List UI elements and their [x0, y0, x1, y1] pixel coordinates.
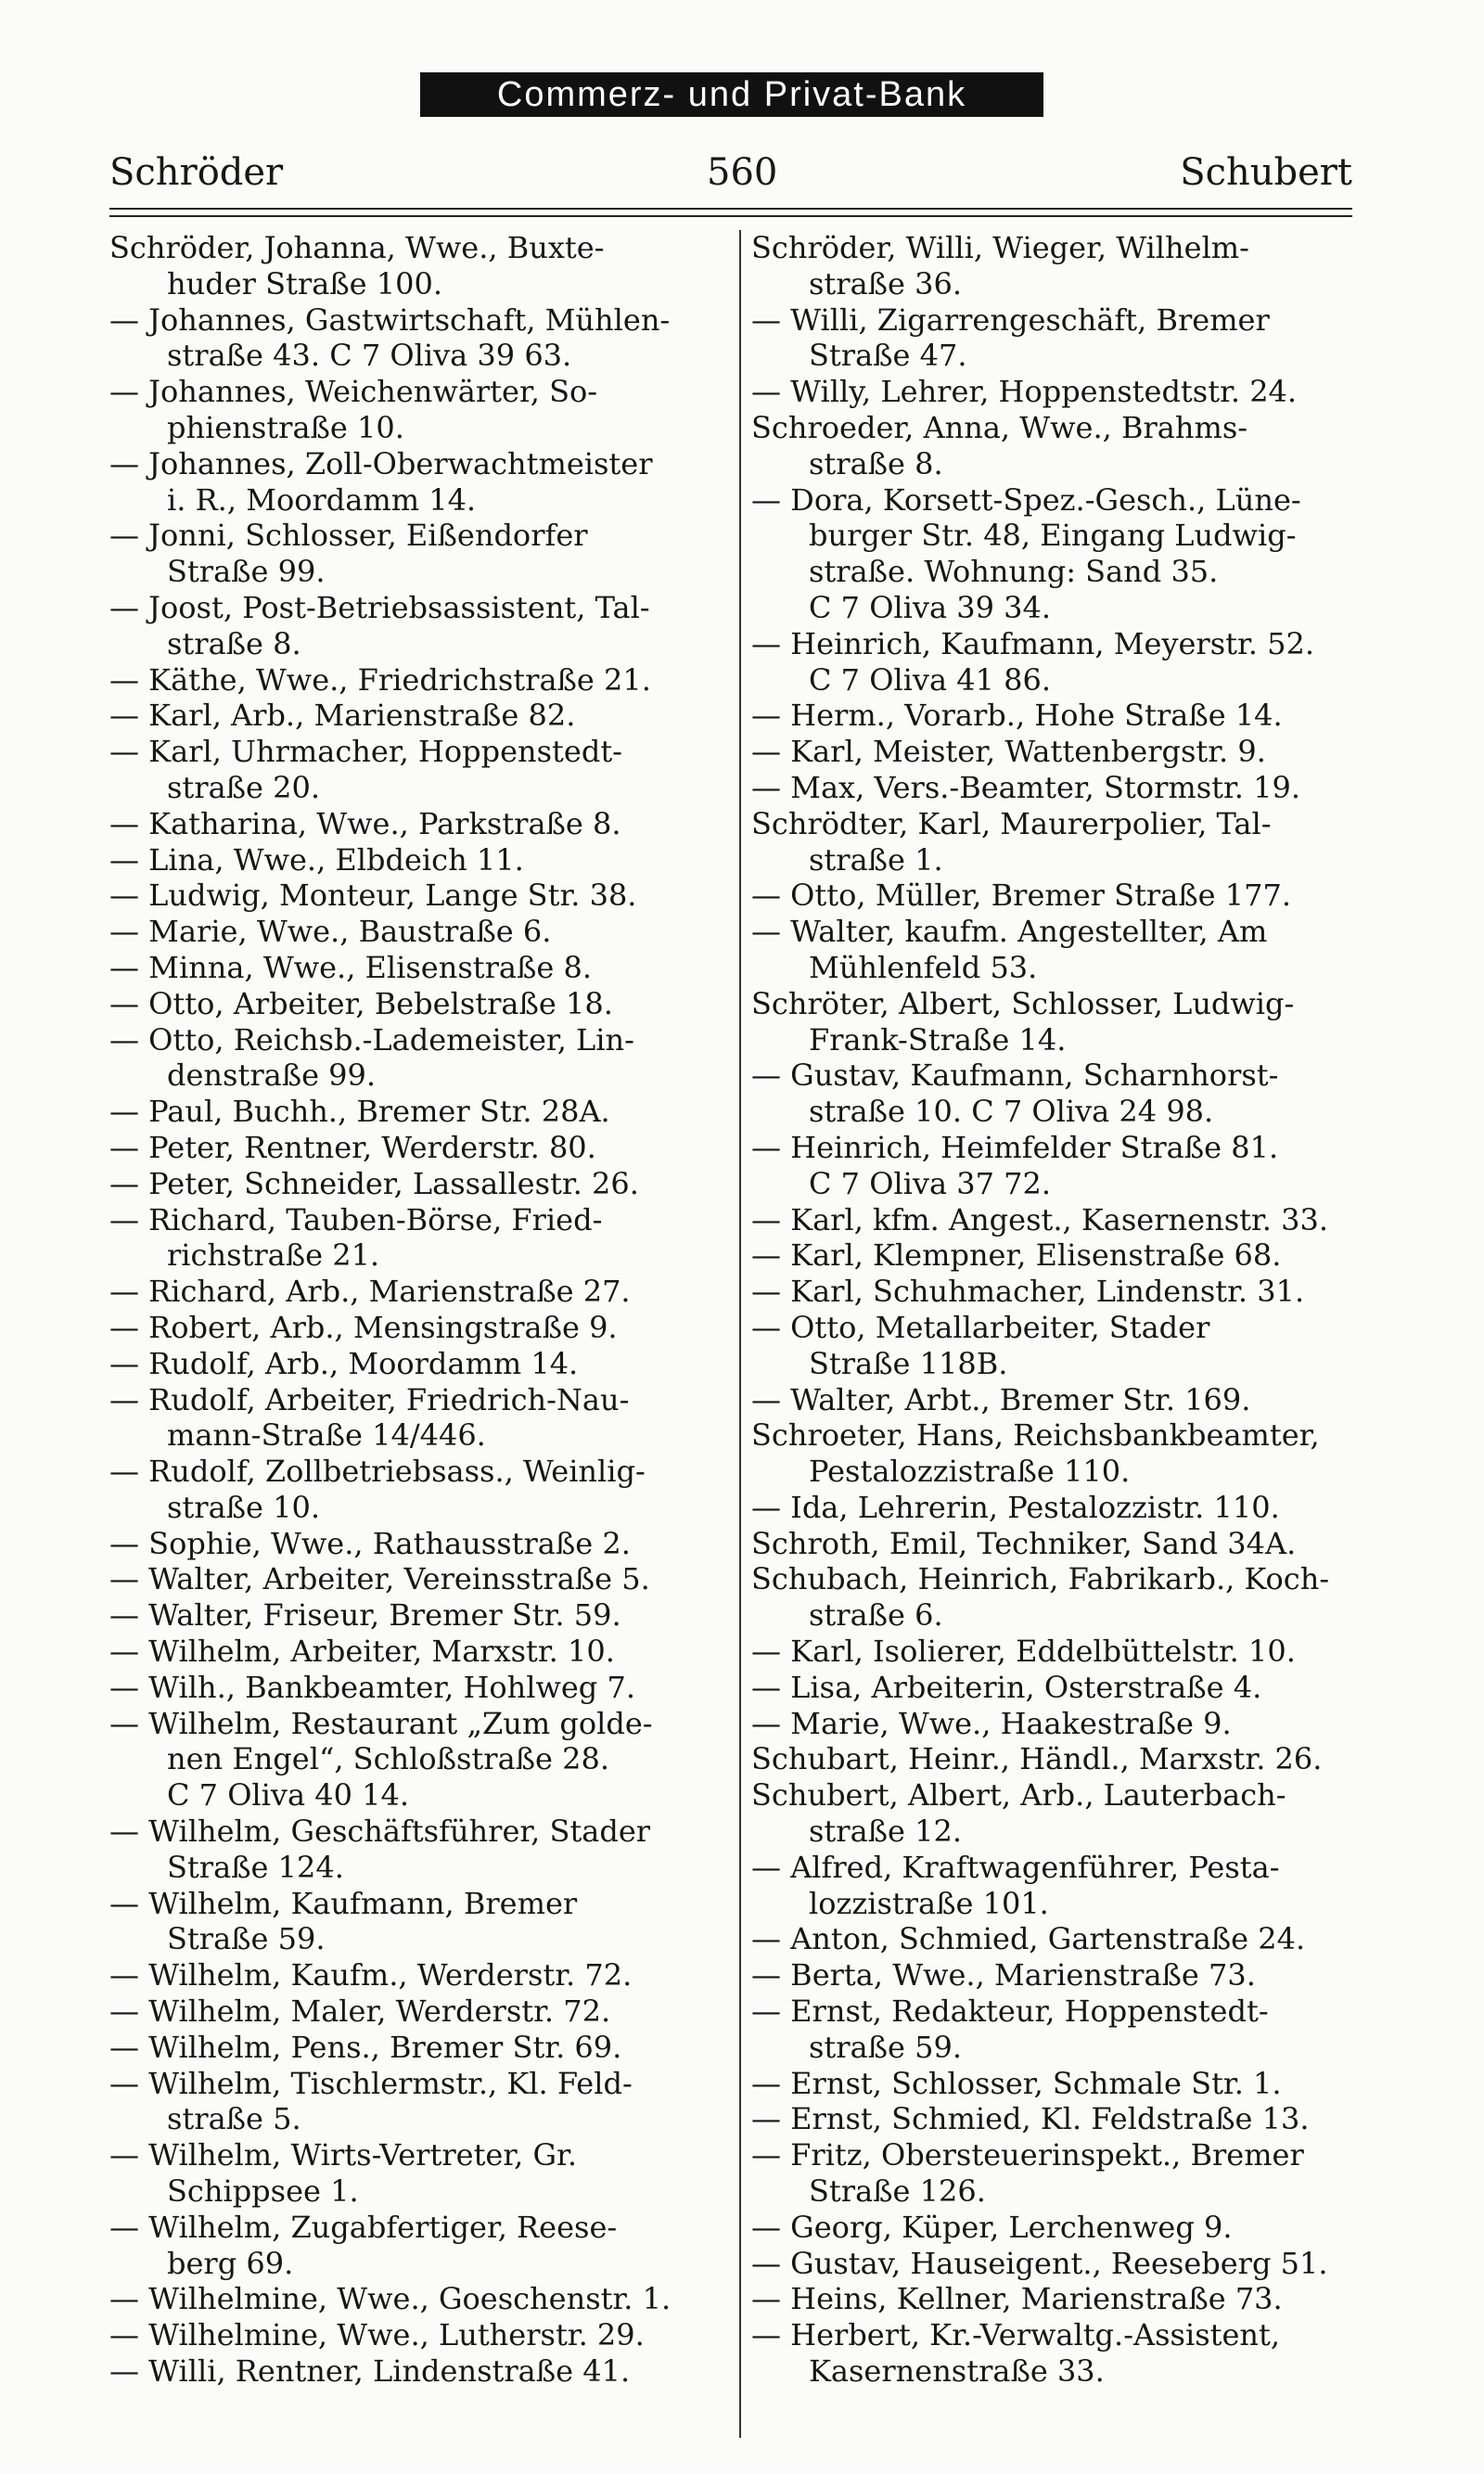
- entry-line: burger Str. 48, Eingang Ludwig-: [809, 518, 1297, 554]
- entry-line: — Otto, Reichsb.-Lademeister, Lin-: [109, 1021, 634, 1058]
- entry-line: straße 10.: [167, 1489, 321, 1525]
- entry-line: berg 69.: [167, 2245, 294, 2281]
- entry-line: — Ludwig, Monteur, Lange Str. 38.: [109, 878, 637, 914]
- entry-line: — Fritz, Obersteuerinspekt., Bremer: [751, 2137, 1304, 2173]
- entry-line: Straße 124.: [167, 1849, 344, 1885]
- entry-line: — Wilhelm, Kaufmann, Bremer: [109, 1885, 578, 1921]
- entry-line: — Walter, kaufm. Angestellter, Am: [751, 914, 1268, 950]
- entry-line: Straße 126.: [809, 2173, 986, 2210]
- entry-line: Schrödter, Karl, Maurerpolier, Tal-: [751, 805, 1272, 841]
- entry-line: C 7 Oliva 40 14.: [167, 1777, 409, 1814]
- entry-line: lozzistraße 101.: [809, 1885, 1049, 1921]
- entry-line: straße 20.: [167, 769, 321, 805]
- entry-line: straße 8.: [167, 625, 301, 661]
- entry-line: C 7 Oliva 37 72.: [809, 1165, 1051, 1201]
- entry-line: — Karl, kfm. Angest., Kasernenstr. 33.: [751, 1201, 1328, 1237]
- entry-line: — Wilhelm, Zugabfertiger, Reese-: [109, 2209, 618, 2245]
- left-column: [109, 230, 736, 2390]
- entry-line: — Wilhelm, Maler, Werderstr. 72.: [109, 1993, 611, 2030]
- entry-line: — Walter, Friseur, Bremer Str. 59.: [109, 1597, 621, 1634]
- entry-line: straße 6.: [809, 1597, 943, 1634]
- entry-line: — Ernst, Schmied, Kl. Feldstraße 13.: [751, 2101, 1310, 2137]
- entry-line: — Walter, Arbt., Bremer Str. 169.: [751, 1381, 1251, 1417]
- entry-line: — Jonni, Schlosser, Eißendorfer: [109, 518, 588, 554]
- entry-line: — Heinrich, Kaufmann, Meyerstr. 52.: [751, 625, 1314, 661]
- header-rule-top: [109, 208, 1352, 210]
- entry-line: — Johannes, Weichenwärter, So-: [109, 374, 598, 410]
- entry-line: Schippsee 1.: [167, 2173, 359, 2210]
- entry-line: Straße 59.: [167, 1921, 326, 1957]
- entry-line: Schröder, Johanna, Wwe., Buxte-: [109, 230, 605, 265]
- entry-line: Schröder, Willi, Wieger, Wilhelm-: [751, 230, 1249, 265]
- entry-line: Mühlenfeld 53.: [809, 949, 1038, 985]
- entry-line: — Wilhelm, Wirts-Vertreter, Gr.: [109, 2137, 577, 2173]
- entry-line: — Wilh., Bankbeamter, Hohlweg 7.: [109, 1669, 635, 1705]
- entry-line: — Walter, Arbeiter, Vereinsstraße 5.: [109, 1561, 650, 1597]
- running-head-right: Schubert: [1180, 151, 1352, 194]
- entry-line: Schroeder, Anna, Wwe., Brahms-: [751, 409, 1248, 445]
- entry-line: — Georg, Küper, Lerchenweg 9.: [751, 2209, 1233, 2245]
- entry-line: — Herbert, Kr.-Verwaltg.-Assistent,: [751, 2317, 1281, 2353]
- entry-line: Straße 118B.: [809, 1345, 1008, 1381]
- entry-line: — Rudolf, Zollbetriebsass., Weinlig-: [109, 1454, 646, 1490]
- bank-banner: Commerz- und Privat-Bank: [420, 72, 1043, 117]
- entry-line: straße 43. C 7 Oliva 39 63.: [167, 338, 572, 374]
- entry-line: — Heinrich, Heimfelder Straße 81.: [751, 1129, 1279, 1165]
- entry-line: — Johannes, Gastwirtschaft, Mühlen-: [109, 301, 671, 338]
- entry-line: — Heins, Kellner, Marienstraße 73.: [751, 2281, 1283, 2317]
- entry-line: straße 8.: [809, 445, 943, 481]
- entry-line: — Wilhelmine, Wwe., Goeschenstr. 1.: [109, 2281, 672, 2317]
- entry-line: — Rudolf, Arbeiter, Friedrich-Nau-: [109, 1381, 630, 1417]
- entry-line: denstraße 99.: [167, 1058, 377, 1094]
- entry-line: Schroeter, Hans, Reichsbankbeamter,: [751, 1417, 1320, 1454]
- entry-line: — Berta, Wwe., Marienstraße 73.: [751, 1957, 1256, 1993]
- entry-line: Schubart, Heinr., Händl., Marxstr. 26.: [751, 1741, 1323, 1777]
- entry-line: C 7 Oliva 41 86.: [809, 661, 1051, 698]
- entry-line: — Ernst, Schlosser, Schmale Str. 1.: [751, 2065, 1282, 2101]
- entry-line: Schroth, Emil, Techniker, Sand 34A.: [751, 1525, 1297, 1561]
- entry-line: Straße 47.: [809, 338, 967, 374]
- entry-line: — Herm., Vorarb., Hohe Straße 14.: [751, 698, 1283, 734]
- entry-line: — Marie, Wwe., Baustraße 6.: [109, 914, 552, 950]
- entry-line: — Karl, Schuhmacher, Lindenstr. 31.: [751, 1274, 1305, 1310]
- entry-line: — Max, Vers.-Beamter, Stormstr. 19.: [751, 769, 1300, 805]
- entry-line: — Willi, Rentner, Lindenstraße 41.: [109, 2353, 631, 2390]
- column-divider: [739, 230, 741, 2438]
- entry-line: Kasernenstraße 33.: [809, 2353, 1105, 2390]
- entry-line: Schubach, Heinrich, Fabrikarb., Koch-: [751, 1561, 1330, 1597]
- entry-line: Schröter, Albert, Schlosser, Ludwig-: [751, 985, 1295, 1021]
- entry-line: — Joost, Post-Betriebsassistent, Tal-: [109, 589, 650, 625]
- entry-line: straße 12.: [809, 1814, 963, 1850]
- entry-line: — Wilhelm, Tischlermstr., Kl. Feld-: [109, 2065, 633, 2101]
- entry-line: C 7 Oliva 39 34.: [809, 589, 1051, 625]
- entry-line: — Alfred, Kraftwagenführer, Pesta-: [751, 1849, 1280, 1885]
- entry-line: — Paul, Buchh., Bremer Str. 28A.: [109, 1094, 610, 1130]
- entry-line: — Rudolf, Arb., Moordamm 14.: [109, 1345, 579, 1381]
- entry-line: — Katharina, Wwe., Parkstraße 8.: [109, 805, 621, 841]
- right-column: [751, 230, 1377, 2390]
- entry-line: Straße 99.: [167, 554, 326, 590]
- entry-line: — Sophie, Wwe., Rathausstraße 2.: [109, 1525, 631, 1561]
- header-rule-bottom: [109, 215, 1352, 217]
- entry-line: straße 36.: [809, 265, 963, 301]
- entry-line: — Karl, Meister, Wattenbergstr. 9.: [751, 734, 1266, 770]
- entry-line: straße 10. C 7 Oliva 24 98.: [809, 1094, 1214, 1130]
- entry-line: — Gustav, Hauseigent., Reeseberg 51.: [751, 2245, 1328, 2281]
- entry-line: — Wilhelmine, Wwe., Lutherstr. 29.: [109, 2317, 645, 2353]
- entry-line: huder Straße 100.: [167, 265, 442, 301]
- entry-line: — Richard, Arb., Marienstraße 27.: [109, 1274, 631, 1310]
- entry-line: — Gustav, Kaufmann, Scharnhorst-: [751, 1058, 1279, 1094]
- entry-line: straße 5.: [167, 2101, 301, 2137]
- entry-line: — Otto, Metallarbeiter, Stader: [751, 1309, 1210, 1345]
- entry-line: — Willy, Lehrer, Hoppenstedtstr. 24.: [751, 374, 1298, 410]
- entry-line: — Anton, Schmied, Gartenstraße 24.: [751, 1921, 1306, 1957]
- entry-line: — Dora, Korsett-Spez.-Gesch., Lüne-: [751, 481, 1301, 518]
- entry-line: — Lina, Wwe., Elbdeich 11.: [109, 841, 524, 878]
- entry-line: richstraße 21.: [167, 1237, 380, 1274]
- entry-line: — Richard, Tauben-Börse, Fried-: [109, 1201, 603, 1237]
- entry-line: nen Engel“, Schloßstraße 28.: [167, 1741, 610, 1777]
- entry-line: Pestalozzistraße 110.: [809, 1454, 1131, 1490]
- entry-line: — Otto, Müller, Bremer Straße 177.: [751, 878, 1292, 914]
- entry-line: — Minna, Wwe., Elisenstraße 8.: [109, 949, 593, 985]
- entry-line: — Käthe, Wwe., Friedrichstraße 21.: [109, 661, 651, 698]
- entry-line: — Karl, Uhrmacher, Hoppenstedt-: [109, 734, 622, 770]
- entry-line: — Karl, Arb., Marienstraße 82.: [109, 698, 576, 734]
- entry-line: — Otto, Arbeiter, Bebelstraße 18.: [109, 985, 613, 1021]
- entry-line: — Willi, Zigarrengeschäft, Bremer: [751, 301, 1270, 338]
- entry-line: — Peter, Rentner, Werderstr. 80.: [109, 1129, 596, 1165]
- entry-line: — Wilhelm, Pens., Bremer Str. 69.: [109, 2029, 622, 2065]
- entry-line: — Karl, Isolierer, Eddelbüttelstr. 10.: [751, 1634, 1296, 1670]
- entry-line: — Ernst, Redakteur, Hoppenstedt-: [751, 1993, 1269, 2030]
- entry-line: mann-Straße 14/446.: [167, 1417, 486, 1454]
- page-number: 560: [707, 151, 778, 194]
- entry-line: — Wilhelm, Kaufm., Werderstr. 72.: [109, 1957, 633, 1993]
- entry-line: phienstraße 10.: [167, 409, 404, 445]
- entry-line: — Wilhelm, Geschäftsführer, Stader: [109, 1814, 651, 1850]
- entry-line: — Marie, Wwe., Haakestraße 9.: [751, 1705, 1232, 1741]
- entry-line: — Ida, Lehrerin, Pestalozzistr. 110.: [751, 1489, 1280, 1525]
- entry-line: — Robert, Arb., Mensingstraße 9.: [109, 1309, 618, 1345]
- entry-line: straße 59.: [809, 2029, 963, 2065]
- entry-line: — Wilhelm, Restaurant „Zum golde-: [109, 1705, 653, 1741]
- entry-line: Schubert, Albert, Arb., Lauterbach-: [751, 1777, 1286, 1814]
- entry-line: i. R., Moordamm 14.: [167, 481, 477, 518]
- entry-line: — Lisa, Arbeiterin, Osterstraße 4.: [751, 1669, 1262, 1705]
- entry-line: — Johannes, Zoll-Oberwachtmeister: [109, 445, 653, 481]
- running-head-left: Schröder: [109, 151, 284, 194]
- entry-line: — Peter, Schneider, Lassallestr. 26.: [109, 1165, 639, 1201]
- entry-line: Frank-Straße 14.: [809, 1021, 1067, 1058]
- entry-line: straße 1.: [809, 841, 943, 878]
- entry-line: — Wilhelm, Arbeiter, Marxstr. 10.: [109, 1634, 615, 1670]
- entry-line: straße. Wohnung: Sand 35.: [809, 554, 1219, 590]
- entry-line: — Karl, Klempner, Elisenstraße 68.: [751, 1237, 1282, 1274]
